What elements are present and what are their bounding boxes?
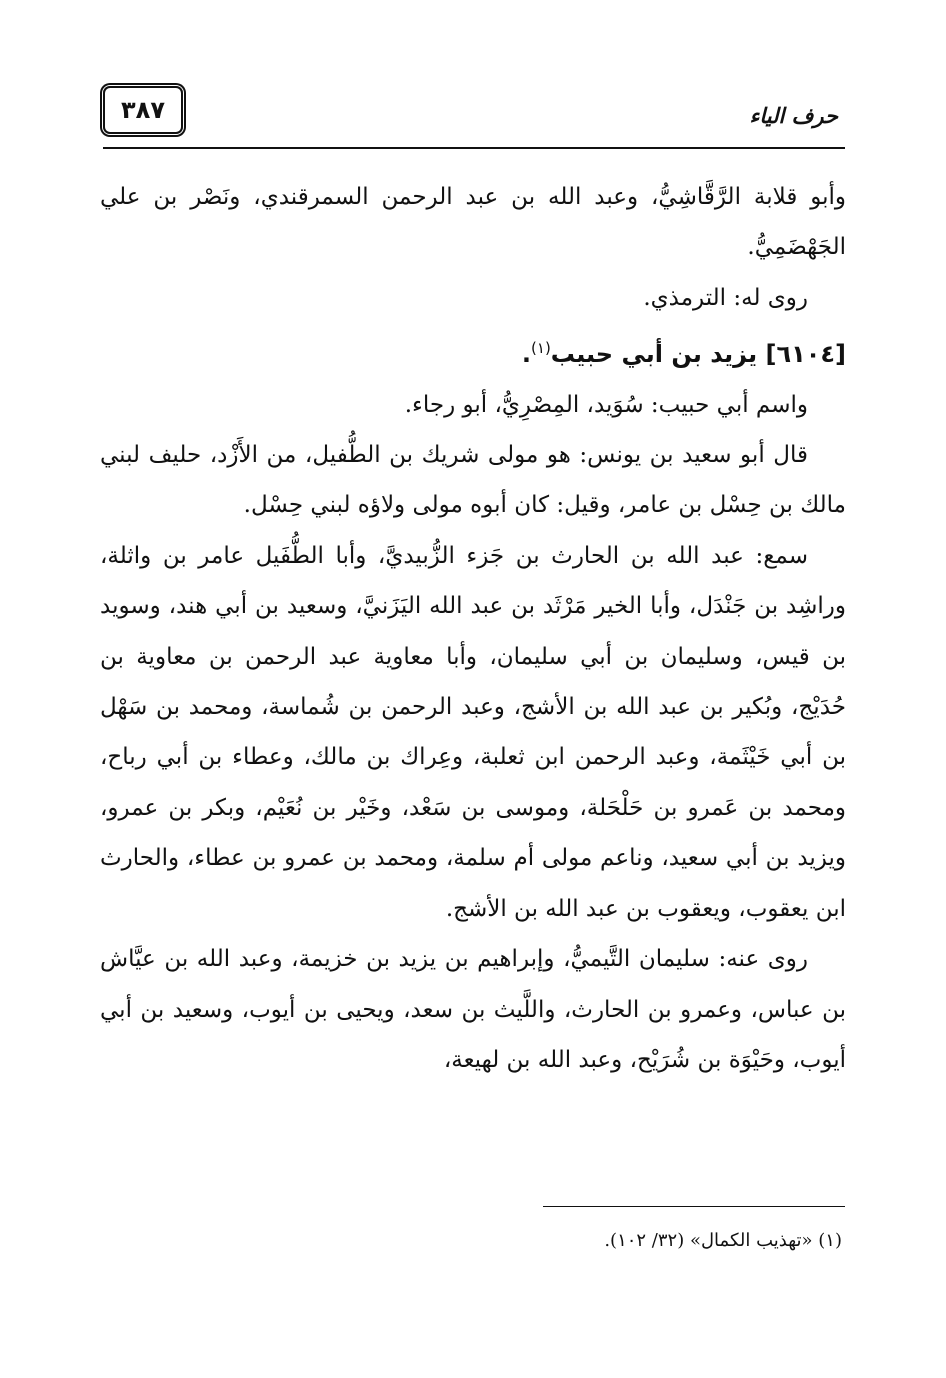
paragraph: وأبو قلابة الرَّقَّاشِيُّ، وعبد الله بن عبد الرحمن السمرقندي، ونَصْر بن علي الجَهْضَمِيُّ. — [100, 184, 846, 261]
main-text — [100, 172, 846, 1085]
entry-end: . — [521, 340, 532, 369]
page-number: ٣٨٧ — [103, 86, 183, 134]
paragraph: سمع: عبد الله بن الحارث بن جَزء الزُّبيديَّ، وأبا الطُّفَيل عامر بن واثلة، وراشِد بن جَنْدَل، وأبا الخير مَرْثَد بن عبد الله اليَزَنيَّ، وسعيد بن أبي هند، وسويد بن قيس، وسليمان بن أبي سليمان، وأبا معاوية عبد الرحمن بن معاوية بن حُدَيْج، وبُكير بن عبد الله بن الأشج، وعبد الرحمن بن شُماسة، ومحمد بن سَهْل بن أبي خَيْثَمة، وعبد الرحمن ابن ثعلبة، وعِراك بن مالك، وعطاء بن أبي رباح، ومحمد بن عَمرو بن حَلْحَلة، وموسى بن سَعْد، وخَيْر بن نُعَيْم، وبكر بن عمرو، ويزيد بن أبي سعيد، وناعم مولى أم سلمة، ومحمد بن عمرو بن عطاء، والحارث ابن يعقوب، ويعقوب بن عبد الله بن الأشج. — [100, 542, 846, 922]
paragraph: روى عنه: سليمان التَّيميُّ، وإبراهيم بن يزيد بن خزيمة، وعبد الله بن عيَّاش بن عباس، وعمرو بن الحارث، واللَّيث بن سعد، ويحيى بن أيوب، وسعيد بن أبي أيوب، وحَيْوَة بن شُرَيْح، وعبد الله بن لهيعة، — [100, 946, 846, 1073]
paragraph: واسم أبي حبيب: سُوَيد، المِصْرِيُّ، أبو رجاء. — [404, 391, 808, 418]
footnote-reference: (١) — [531, 339, 551, 358]
entry-name: يزيد بن أبي حبيب — [550, 340, 758, 369]
running-title: حرف الياء — [749, 104, 838, 128]
footnote: (١) «تهذيب الكمال» (٣٢/ ١٠٢). — [604, 1230, 842, 1251]
header-divider — [103, 147, 845, 149]
entry-number: [٦١٠٤] — [765, 340, 846, 369]
paragraph: روى له: الترمذي. — [643, 284, 808, 311]
paragraph: قال أبو سعيد بن يونس: هو مولى شريك بن الطُّفيل، من الأَزْد، حليف لبني مالك بن حِسْل بن عامر، وقيل: كان أبوه مولى ولاؤه لبني حِسْل. — [100, 442, 846, 519]
footnote-divider — [543, 1206, 845, 1207]
entry-heading — [100, 323, 846, 379]
